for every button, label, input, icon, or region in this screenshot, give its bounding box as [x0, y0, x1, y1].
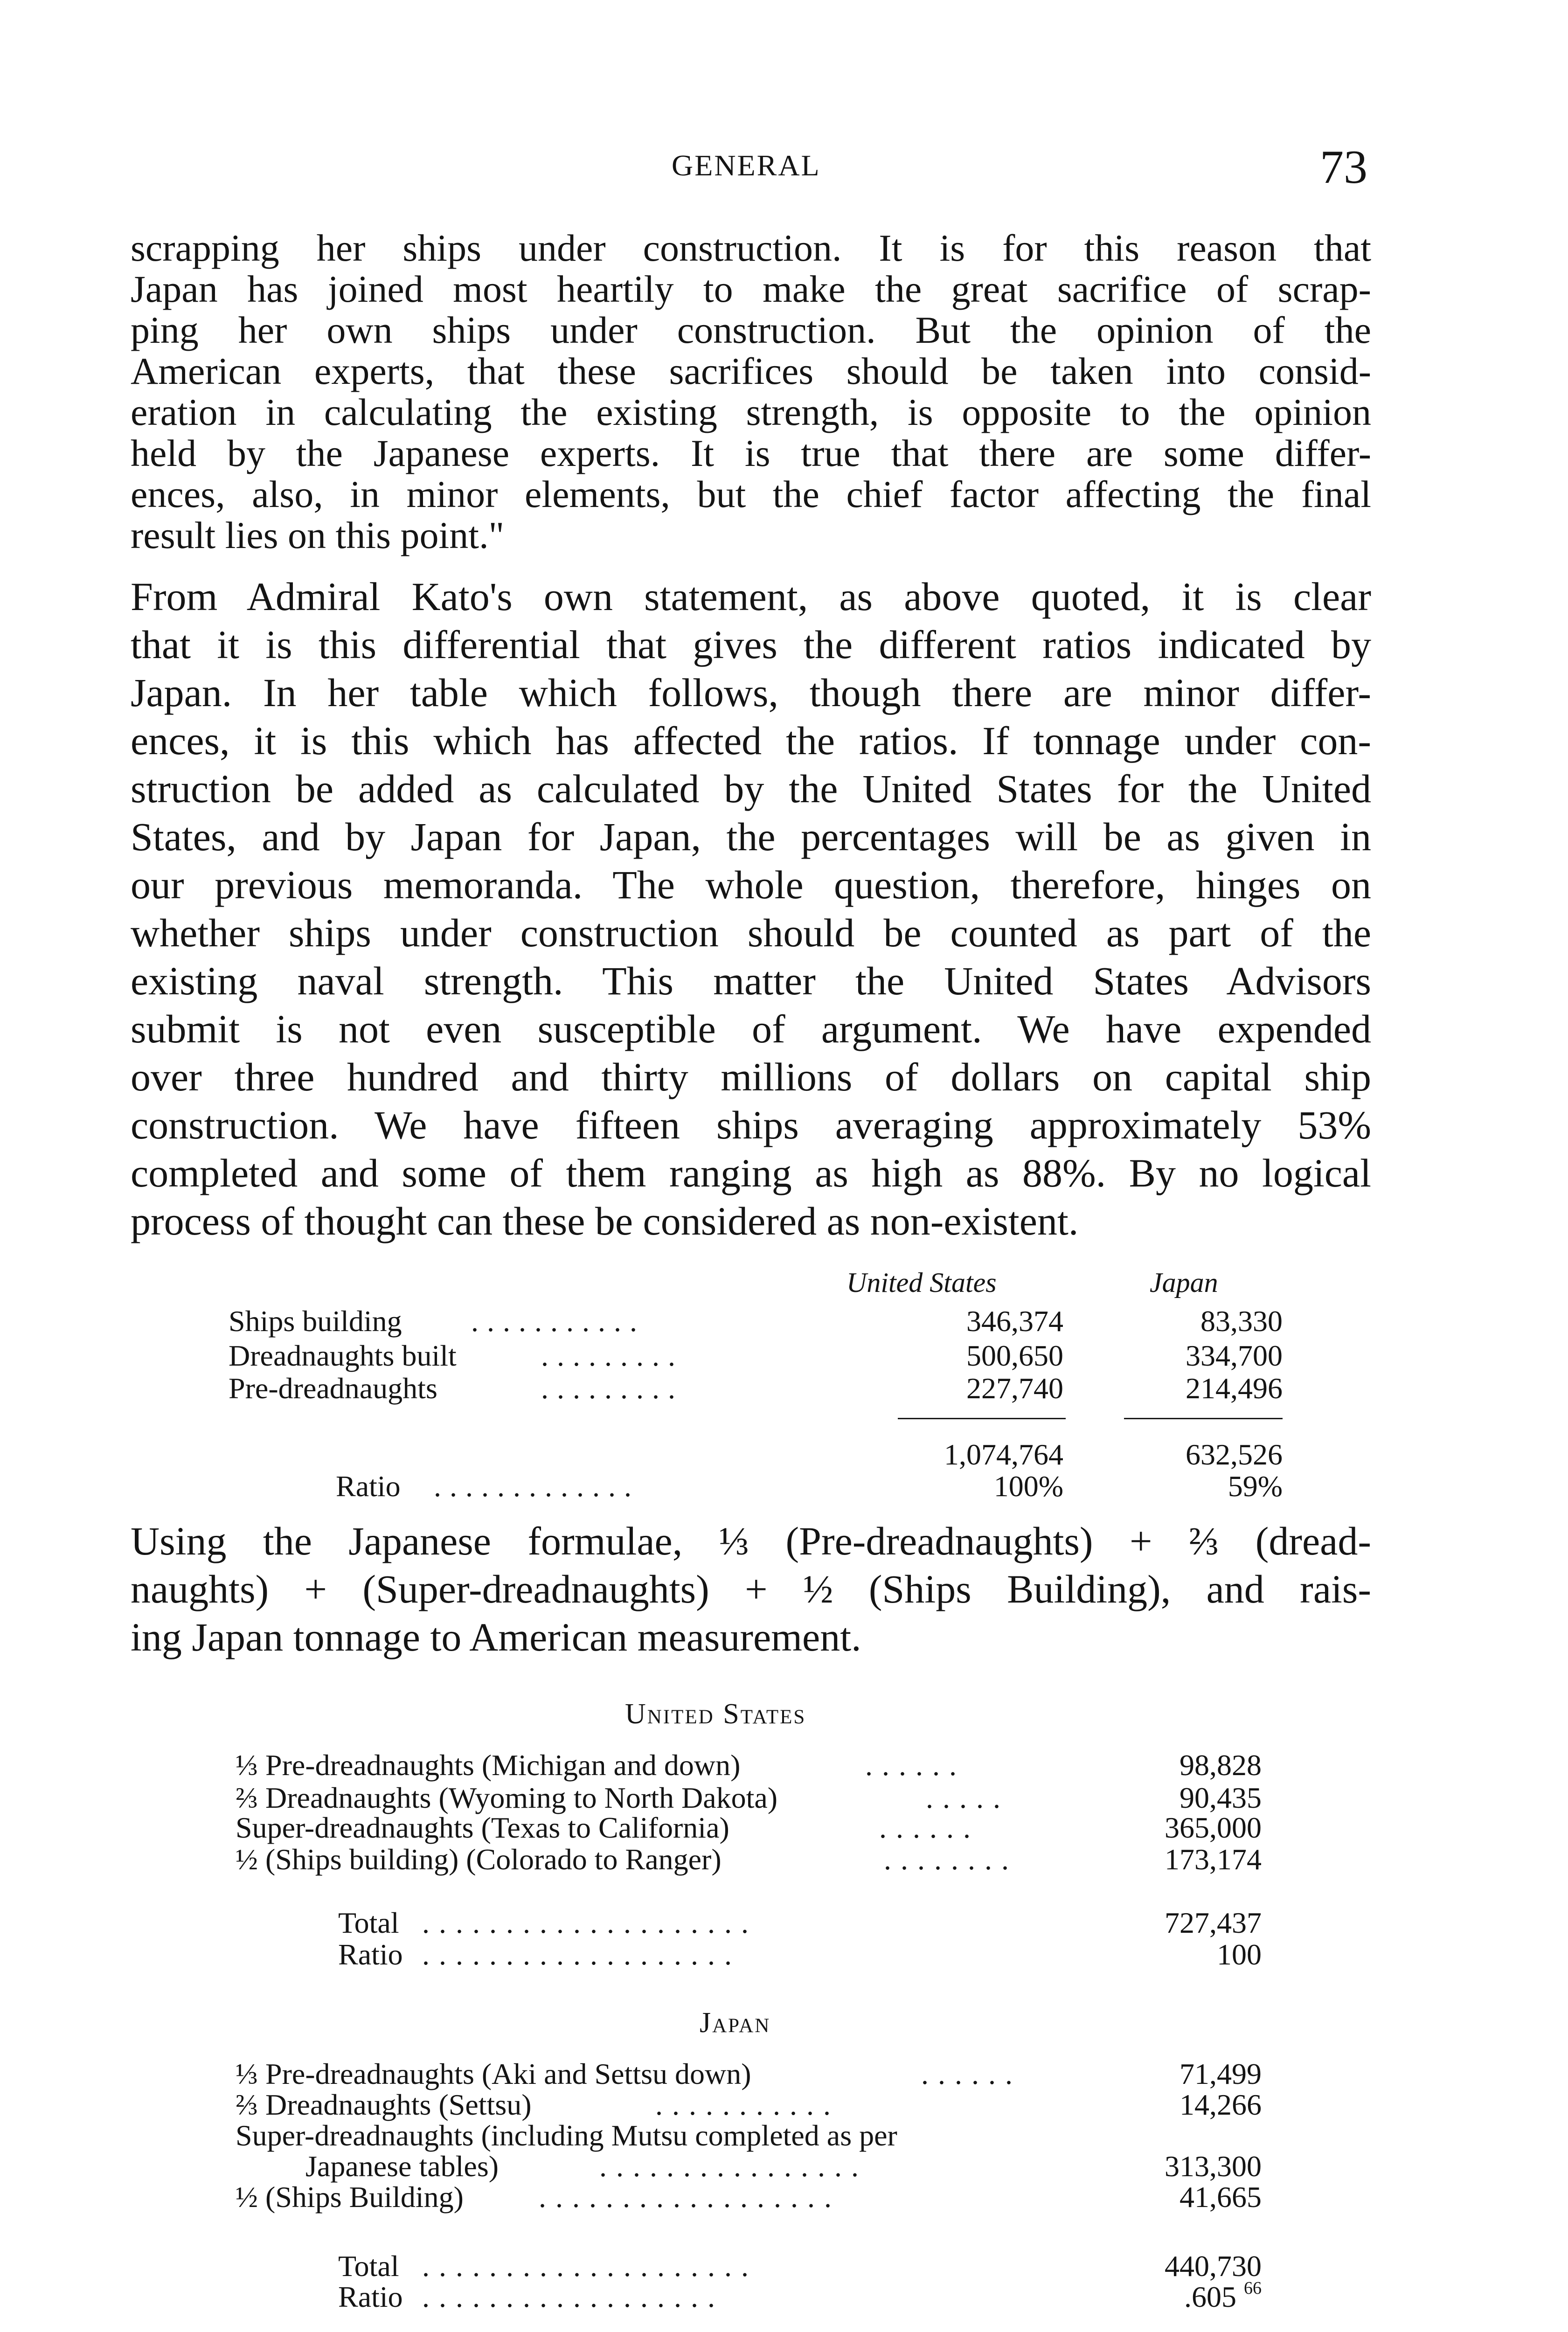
measurement-row — [236, 1781, 1262, 1812]
row-label: Dreadnaughts built — [229, 1339, 457, 1372]
total-row — [236, 2249, 1262, 2281]
leader-dots: .................... — [422, 2249, 758, 2283]
row-label: ⅓ Pre-dreadnaughts (Aki and Settsu down) — [236, 2057, 751, 2090]
leader-dots: ...... — [865, 1749, 966, 1782]
text-line: States, and by Japan for Japan, the percentages will be as given in — [131, 814, 1371, 859]
row-label: Super-dreadnaughts (including Mutsu completed as per — [236, 2119, 897, 2152]
row-value: 98,828 — [1179, 1749, 1262, 1782]
section-title-united-states: United States — [625, 1698, 806, 1730]
text-line: ences, also, in minor elements, but the chief factor affecting the final — [131, 473, 1371, 515]
text-line: completed and some of them ranging as high as 88%. By no logical — [131, 1151, 1371, 1195]
table-row — [229, 1371, 1381, 1404]
leader-dots: ............. — [434, 1470, 640, 1503]
footnote-reference: 66 — [1244, 2278, 1262, 2298]
value-japan: 214,496 — [1186, 1372, 1283, 1405]
running-head: GENERAL — [672, 149, 821, 182]
column-header-japan: Japan — [1150, 1267, 1218, 1298]
leader-dots: ........ — [884, 1843, 1018, 1876]
quoted-paragraph — [131, 228, 1371, 556]
value-united-states: 346,374 — [966, 1305, 1063, 1338]
leader-dots: .................... — [422, 1906, 758, 1939]
text-line: submit is not even susceptible of argument. We have expended — [131, 1006, 1371, 1051]
text-line: ences, it is this which has affected the ratios. If tonnage under con- — [131, 718, 1371, 763]
table-row — [229, 1339, 1381, 1371]
text-line: From Admiral Kato's own statement, as above quoted, it is clear — [131, 574, 1371, 619]
leader-dots: ...... — [921, 2057, 1022, 2090]
total-japan: 632,526 — [1186, 1438, 1283, 1471]
leader-dots: ...... — [879, 1811, 980, 1844]
measurement-row — [236, 2118, 1262, 2150]
text-line: American experts, that these sacrifices should be taken into consid- — [131, 350, 1371, 392]
row-value: 71,499 — [1179, 2057, 1262, 2090]
value-japan: 83,330 — [1200, 1305, 1283, 1338]
row-label: Ships building — [229, 1305, 402, 1338]
row-label: ⅔ Dreadnaughts (Wyoming to North Dakota) — [236, 1781, 778, 1814]
row-label: Ratio — [336, 1470, 401, 1503]
row-label: ½ (Ships Building) — [236, 2180, 464, 2214]
row-value: 173,174 — [1165, 1843, 1262, 1876]
text-line: ping her own ships under construction. But the opinion of the — [131, 309, 1371, 351]
row-label: ⅓ Pre-dreadnaughts (Michigan and down) — [236, 1749, 741, 1782]
row-label: Total — [338, 1906, 399, 1939]
leader-dots: .................. — [539, 2180, 841, 2214]
value-japan: 334,700 — [1186, 1339, 1283, 1372]
row-label: Japanese tables) — [305, 2150, 499, 2183]
value-united-states: 500,650 — [966, 1339, 1063, 1372]
text-line: Japan. In her table which follows, though there are minor differ- — [131, 670, 1371, 715]
ratio-row — [236, 1937, 1262, 1969]
measurement-row — [236, 2088, 1262, 2119]
row-value: 14,266 — [1179, 2088, 1262, 2121]
text-line: result lies on this point." — [131, 514, 505, 556]
row-value: 41,665 — [1179, 2180, 1262, 2214]
text-line: our previous memoranda. The whole question, therefore, hinges on — [131, 862, 1371, 907]
row-value: 313,300 — [1165, 2150, 1262, 2183]
sum-rule — [898, 1418, 1066, 1419]
row-label: Super-dreadnaughts (Texas to California) — [236, 1811, 729, 1844]
text-line: ing Japan tonnage to American measurement. — [131, 1615, 861, 1659]
text-line: over three hundred and thirty millions of dollars on capital ship — [131, 1055, 1371, 1099]
text-line: existing naval strength. This matter the United States Advisors — [131, 958, 1371, 1003]
text-line: whether ships under construction should be counted as part of the — [131, 910, 1371, 955]
totals-row — [229, 1437, 1381, 1470]
row-label: Ratio — [338, 2280, 403, 2313]
text-line: struction be added as calculated by the United States for the United — [131, 766, 1371, 811]
body-paragraph — [131, 573, 1371, 1245]
value-united-states: 227,740 — [966, 1372, 1063, 1405]
leader-dots: ........... — [471, 1305, 645, 1338]
section-title-japan: Japan — [700, 2007, 771, 2039]
page-number: 73 — [1320, 141, 1367, 194]
measurement-row — [236, 2057, 1262, 2089]
text-line: process of thought can these be considered as non-existent. — [131, 1199, 1079, 1243]
text-line: Using the Japanese formulae, ⅓ (Pre-dreadnaughts) + ⅔ (dread- — [131, 1519, 1371, 1563]
ratio-row — [236, 2280, 1262, 2311]
row-label: Pre-dreadnaughts — [229, 1372, 437, 1405]
row-label: ½ (Ships building) (Colorado to Ranger) — [236, 1843, 722, 1876]
total-united-states: 1,074,764 — [944, 1438, 1063, 1471]
text-line: that it is this differential that gives the different ratios indicated by — [131, 622, 1371, 667]
formula-paragraph — [131, 1517, 1371, 1661]
leader-dots: ................ — [599, 2150, 868, 2183]
row-label: ⅔ Dreadnaughts (Settsu) — [236, 2088, 532, 2121]
measurement-row — [236, 2149, 1262, 2181]
text-line: Japan has joined most heartily to make the great sacrifice of scrap- — [131, 268, 1371, 310]
measurement-row — [236, 1842, 1262, 1874]
text-line: naughts) + (Super-dreadnaughts) + ½ (Ships Building), and rais- — [131, 1567, 1371, 1611]
ratio-japan: 59% — [1228, 1470, 1283, 1503]
leader-dots: ......... — [541, 1372, 684, 1405]
row-label: Total — [338, 2249, 399, 2283]
measurement-row — [236, 1811, 1262, 1842]
row-value: 90,435 — [1179, 1781, 1262, 1814]
row-value: 100 — [1217, 1938, 1262, 1971]
row-label: Ratio — [338, 1938, 403, 1971]
text-line: held by the Japanese experts. It is true that there are some differ- — [131, 432, 1371, 474]
leader-dots: ................... — [422, 1938, 741, 1971]
sum-rule — [1124, 1418, 1283, 1419]
leader-dots: ......... — [541, 1339, 684, 1372]
leader-dots: .................. — [422, 2280, 724, 2313]
measurement-row — [236, 2180, 1262, 2212]
ratio-value: .605 — [1184, 2280, 1236, 2313]
row-value — [1184, 2280, 1262, 2314]
row-value: 727,437 — [1165, 1906, 1262, 1939]
table-row — [229, 1304, 1381, 1337]
total-row — [236, 1906, 1262, 1937]
text-line: scrapping her ships under construction. It is for this reason that — [131, 227, 1371, 269]
text-line: construction. We have fifteen ships averaging approximately 53% — [131, 1103, 1371, 1147]
column-header-united-states: United States — [846, 1267, 997, 1298]
ratio-united-states: 100% — [993, 1470, 1063, 1503]
text-line: eration in calculating the existing strength, is opposite to the opinion — [131, 391, 1371, 433]
leader-dots: ..... — [926, 1781, 1010, 1814]
row-value: 440,730 — [1165, 2249, 1262, 2283]
ratio-row — [229, 1469, 1381, 1502]
row-value: 365,000 — [1165, 1811, 1262, 1844]
leader-dots: ........... — [655, 2088, 840, 2121]
measurement-row — [236, 1748, 1262, 1780]
